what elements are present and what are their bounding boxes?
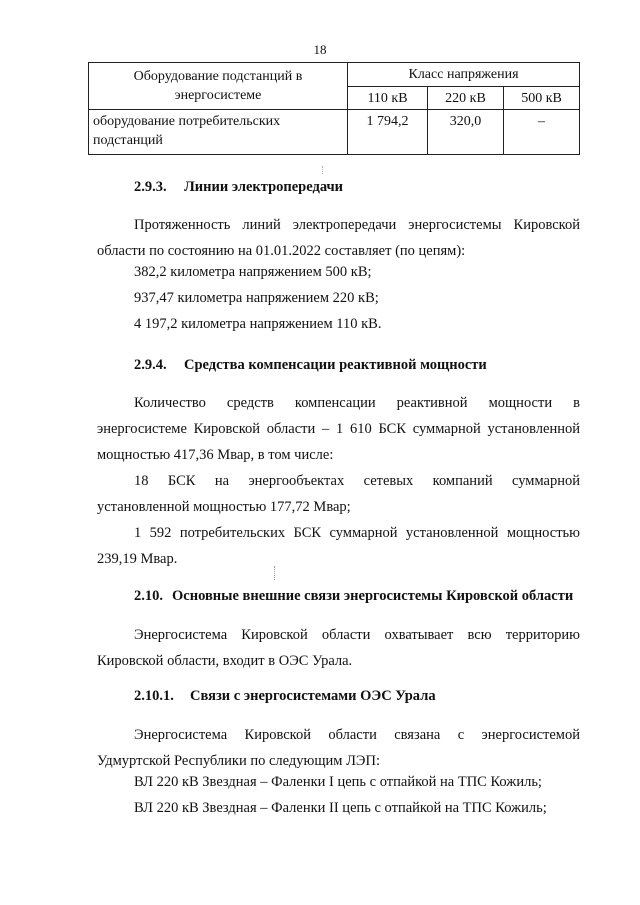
paragraph-line: Количество средств компенсации реактивной мощности в <box>134 395 580 411</box>
paragraph-line: энергосистеме Кировской области – 1 610 БСК суммарной установленной <box>97 421 580 437</box>
section-number: 2.10. <box>134 588 163 604</box>
header-equipment: Оборудование подстанций в энергосистеме <box>89 63 348 110</box>
table-row <box>89 110 580 155</box>
list-item: ВЛ 220 кВ Звездная – Фаленки II цепь с отпайкой на ТПС Кожиль; <box>134 800 547 816</box>
equipment-table <box>88 62 580 155</box>
scan-mark <box>322 166 324 174</box>
cell-equipment-name: оборудование потребительских подстанций <box>89 110 348 155</box>
scan-mark <box>274 566 276 580</box>
paragraph-line: 239,19 Мвар. <box>97 551 178 567</box>
section-heading-2-10 <box>134 588 573 605</box>
section-heading-2-10-1 <box>134 688 436 705</box>
list-item: 4 197,2 километра напряжением 110 кВ. <box>134 316 382 332</box>
list-item: 937,47 километра напряжением 220 кВ; <box>134 290 379 306</box>
paragraph-line: Удмуртской Республики по следующим ЛЭП: <box>97 753 380 769</box>
section-heading-2-9-4 <box>134 357 487 374</box>
paragraph-line: установленной мощностью 177,72 Мвар; <box>97 499 351 515</box>
section-title: Связи с энергосистемами ОЭС Урала <box>190 688 436 704</box>
paragraph-line: области по состоянию на 01.01.2022 составляет (по цепям): <box>97 243 466 259</box>
paragraph-line: мощностью 417,36 Мвар, в том числе: <box>97 447 334 463</box>
section-number: 2.10.1. <box>134 688 174 704</box>
header-500kv: 500 кВ <box>504 87 580 110</box>
header-110kv: 110 кВ <box>348 87 428 110</box>
section-number: 2.9.3. <box>134 179 167 195</box>
paragraph-line: Энергосистема Кировской области охватывает всю территорию <box>134 627 580 643</box>
paragraph-line: 1 592 потребительских БСК суммарной установленной мощностью <box>134 525 580 541</box>
list-item: 382,2 километра напряжением 500 кВ; <box>134 264 372 280</box>
cell-110kv: 1 794,2 <box>348 110 428 155</box>
section-title: Линии электропередачи <box>184 179 344 195</box>
cell-500kv: – <box>504 110 580 155</box>
paragraph-line: 18 БСК на энергообъектах сетевых компаний суммарной <box>134 473 580 489</box>
header-voltage-class: Класс напряжения <box>348 63 580 87</box>
section-title: Основные внешние связи энергосистемы Кировской области <box>172 588 574 604</box>
header-220kv: 220 кВ <box>428 87 504 110</box>
section-heading-2-9-3 <box>134 179 343 196</box>
paragraph-line: Энергосистема Кировской области связана с энергосистемой <box>134 727 580 743</box>
paragraph-line: Протяженность линий электропередачи энергосистемы Кировской <box>134 217 580 233</box>
section-number: 2.9.4. <box>134 357 167 373</box>
section-title: Средства компенсации реактивной мощности <box>184 357 487 373</box>
page-number: 18 <box>313 42 327 57</box>
cell-220kv: 320,0 <box>428 110 504 155</box>
list-item: ВЛ 220 кВ Звездная – Фаленки I цепь с отпайкой на ТПС Кожиль; <box>134 774 542 790</box>
paragraph-line: Кировской области, входит в ОЭС Урала. <box>97 653 353 669</box>
